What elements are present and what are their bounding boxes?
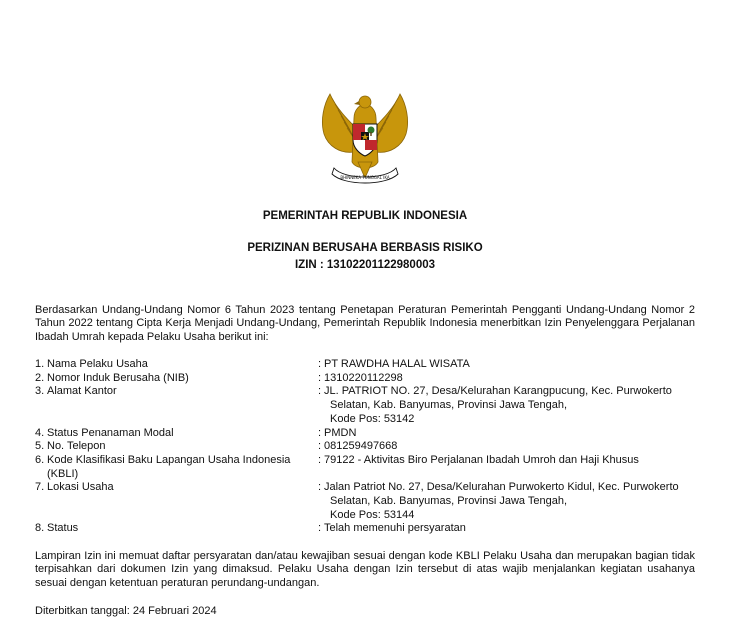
field-value-line: Selatan, Kab. Banyumas, Provinsi Jawa Tengah,	[330, 495, 568, 508]
field-row	[35, 454, 695, 481]
field-row	[35, 358, 695, 372]
garuda-emblem	[318, 90, 412, 190]
field-value	[324, 358, 695, 372]
field-value-line: 79122 - Aktivitas Biro Perjalanan Ibadah Umroh dan Haji Khusus	[324, 453, 639, 466]
field-row	[35, 385, 695, 426]
field-value-line: Jalan Patriot No. 27, Desa/Kelurahan Purwokerto Kidul, Kec. Purwokerto	[324, 481, 679, 494]
field-value-line: 081259497668	[324, 440, 398, 453]
field-colon: :	[318, 426, 322, 439]
field-label-text: Kode Klasifikasi Baku Lapangan Usaha Indonesia (KBLI)	[47, 453, 291, 480]
field-value-line: 1310220112298	[324, 371, 403, 384]
field-label-text: Lokasi Usaha	[47, 481, 114, 494]
field-value-line: PMDN	[324, 426, 357, 439]
field-number: 5.	[35, 440, 45, 453]
issued-date: Diterbitkan tanggal: 24 Februari 2024	[35, 605, 217, 617]
field-colon: :	[318, 440, 322, 453]
field-value	[324, 372, 695, 386]
field-label-text: Status Penanaman Modal	[47, 426, 174, 439]
field-colon: :	[318, 371, 322, 384]
license-type-heading: PERIZINAN BERUSAHA BERBASIS RISIKO	[247, 242, 483, 254]
field-label	[35, 522, 318, 536]
government-heading: PEMERINTAH REPUBLIK INDONESIA	[262, 210, 468, 222]
beak-shape	[354, 101, 360, 105]
shield-red-quadrant	[365, 140, 377, 150]
field-colon: :	[318, 522, 322, 535]
field-value-line: PT RAWDHA HALAL WISATA	[324, 358, 470, 370]
field-label-text: Alamat Kantor	[47, 385, 117, 398]
business-fields-list	[35, 358, 695, 536]
field-value-line: JL. PATRIOT NO. 27, Desa/Kelurahan Karangpucung, Kec. Purwokerto	[324, 385, 672, 398]
field-label	[35, 372, 318, 386]
field-number: 7.	[35, 481, 45, 494]
field-colon: :	[318, 358, 322, 370]
field-label-text: No. Telepon	[47, 440, 106, 453]
field-number: 4.	[35, 426, 45, 439]
field-value	[324, 427, 695, 441]
field-row	[35, 522, 695, 536]
license-number: IZIN : 13102201122980003	[294, 259, 436, 271]
field-number: 6.	[35, 453, 45, 466]
field-number: 2.	[35, 371, 45, 384]
field-value	[324, 481, 695, 522]
field-label-text: Status	[47, 522, 79, 535]
field-colon: :	[318, 385, 322, 398]
field-value-line: Kode Pos: 53142	[330, 412, 415, 425]
field-value-line: Selatan, Kab. Banyumas, Provinsi Jawa Tengah,	[330, 399, 568, 412]
attachment-note: Lampiran Izin ini memuat daftar persyaratan dan/atau kewajiban sesuai dengan kode KBLI Pelaku Usaha dan merupakan bagian tidak terpisahkan dari dokumen Izin yang dimaksud. Pelaku Usaha dengan Izin tersebut di atas wajib menjalankan kegiatan usahanya sesuai dengan ketentuan peraturan perundang-undangan.	[35, 550, 695, 589]
field-label	[35, 427, 318, 441]
field-colon: :	[318, 453, 322, 466]
field-row	[35, 481, 695, 522]
field-label	[35, 385, 318, 426]
field-number: 3.	[35, 385, 45, 398]
field-label	[35, 481, 318, 522]
field-number: 1.	[35, 358, 45, 370]
motto-text: BHINNEKA TUNGGAL IKA	[340, 175, 390, 180]
field-label-text: Nomor Induk Berusaha (NIB)	[47, 371, 189, 384]
intro-paragraph: Berdasarkan Undang-Undang Nomor 6 Tahun 2023 tentang Penetapan Peraturan Pemerintah Pengganti Undang-Undang Nomor 2 Tahun 2022 tentang Cipta Kerja Menjadi Undang-Undang, Pemerintah Republik Indonesia menerbitkan Izin Penyelenggara Perjalanan Ibadah Umrah kepada Pelaku Usaha berikut ini:	[35, 304, 695, 343]
field-value	[324, 385, 695, 426]
head-shape	[359, 96, 371, 108]
field-value	[324, 522, 695, 536]
field-colon: :	[318, 481, 322, 494]
field-label-continuation: (KBLI)	[47, 467, 79, 480]
field-value	[324, 454, 695, 481]
field-value	[324, 440, 695, 454]
field-row	[35, 372, 695, 386]
field-number: 8.	[35, 522, 45, 535]
field-label	[35, 454, 318, 481]
field-row	[35, 440, 695, 454]
field-label-text: Nama Pelaku Usaha	[47, 358, 148, 370]
field-value-line: Telah memenuhi persyaratan	[324, 522, 466, 535]
field-value-line: Kode Pos: 53144	[330, 508, 415, 521]
tree-trunk	[370, 132, 371, 136]
field-label	[35, 358, 318, 372]
field-row	[35, 427, 695, 441]
field-label	[35, 440, 318, 454]
